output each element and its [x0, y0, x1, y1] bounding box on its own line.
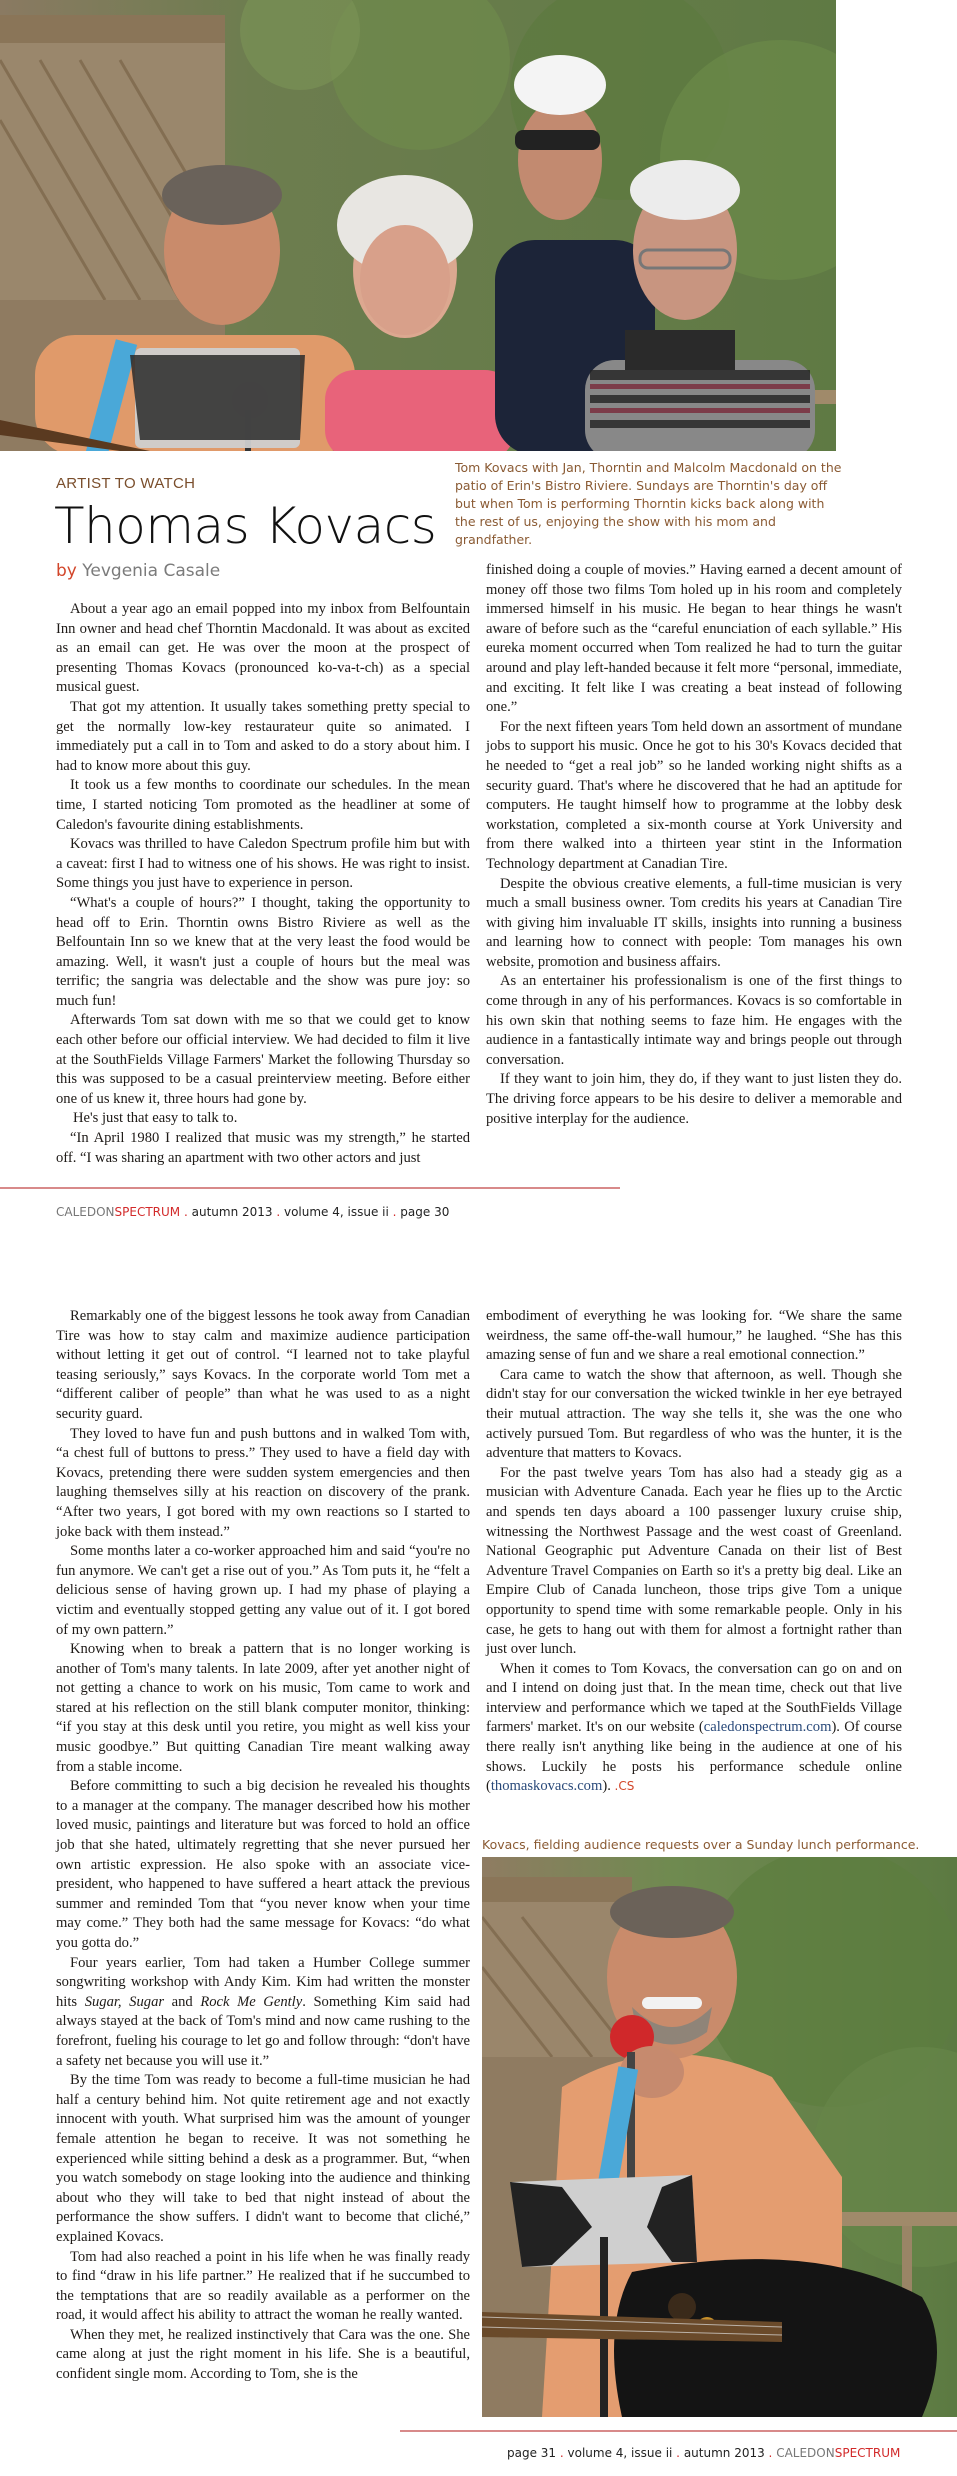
paragraph: That got my attention. It usually takes something pretty special to get the normally low-key restaurateur quite so animated. I immediately put a call in to Tom and asked to do a story about him. I had to know more about this guy. — [56, 698, 470, 774]
song-title: Sugar, Sugar — [84, 1993, 165, 2010]
separator: . — [272, 1205, 284, 1219]
page-footer-left — [56, 1205, 449, 1219]
paragraph: Knowing when to break a pattern that is no longer working is another of Tom's many talents. In late 2009, after yet another night of not getting a chance to work on his music, Tom came to work and stared at his reflection on the still blank computer monitor, thinking: “if you stay at this desk until you retire, you might as well kiss your music goodbye.” But quitting Canadian Tire meant walking away from a stable income. — [56, 1641, 470, 1775]
paragraph: Before committing to such a big decision he revealed his thoughts to a manager at the company. The manager described how his mother loved music, paintings and literature but was forced to hold an office job that she hated, ultimately regretting that she never pursued her own artistic expression. He also spoke with an associate vice-president, who happened to have suffered a heart attack the previous summer and reminded Tom that “you never know when your time may come.” They both had the same message for Kovacs: “do what you gotta do.” — [56, 1778, 470, 1951]
section-label: ARTIST TO WATCH — [56, 475, 196, 492]
paragraph: When they met, he realized instinctively that Cara was the one. She came along at just the right moment in his life. She is a beautiful, confident single mom. According to Tom, she is the — [56, 2326, 470, 2383]
performance-photo-image — [482, 1857, 957, 2417]
paragraph: As an entertainer his professionalism is one of the first things to come through in any of his performances. Kovacs is so comfortable in his own skin that nothing seems to faze him. He engages with the audience in a fantastically intimate way and brings people out through conversation. — [486, 973, 902, 1068]
paragraph: Some months later a co-worker approached him and said “you're no fun anymore. We can't get a rise out of you.” As Tom puts it, he “felt a delicious sense of having grown up. I had my phase of playing a victim and eventually stopped getting any value out of it. I got bored of my own pattern.” — [56, 1543, 470, 1638]
paragraph: It took us a few months to coordinate our schedules. In the mean time, I started noticing Tom promoted as the headliner at some of Caledon's favourite dining establishments. — [56, 777, 470, 833]
issue-volume: volume 4, issue ii — [283, 1205, 389, 1219]
paragraph: Afterwards Tom sat down with me so that we could get to know each other before our official interview. We had decided to film it live at the SouthFields Village Farmers' Market the following Thursday so this was supposed to be a casual preinterview meeting. Before either one of us knew it, three hours had gone by. — [56, 1012, 470, 1107]
magazine-brand-spectrum: SPECTRUM — [834, 2446, 901, 2460]
magazine-brand-spectrum: SPECTRUM — [114, 1205, 181, 1219]
author-name: Yevgenia Casale — [82, 561, 221, 581]
text: When it comes to Tom Kovacs, the conversation can go on and on and I intend on doing just that. In the mean time, check out that live interview and performance which we taped at the SouthFields Village farmers' market. It's on our website ( — [486, 1660, 902, 1736]
page-number: page 30 — [400, 1205, 450, 1219]
text: and — [164, 1993, 201, 2010]
paragraph — [56, 1954, 470, 2072]
song-title: Rock Me Gently — [200, 1993, 303, 2010]
paragraph — [486, 1660, 902, 1797]
paragraph: For the past twelve years Tom has also had a steady gig as a musician with Adventure Canada. Each year he flies up to the Arctic and spends ten days aboard a 100 passenger luxury cruise ship, witnessing the Northwest Passage and the west coast of Greenland. National Geographic put Adventure Canada on their list of Best Adventure Travel Companies on Earth so it's a pretty big deal. Like an Empire Club of Canada luncheon, those trips give Tom a unique opportunity to spend time with some remarkable people. Only in his case, he gets to hang out with them for almost a fortnight rather than just over lunch. — [486, 1464, 902, 1658]
footer-divider — [0, 1187, 620, 1189]
performance-photo — [482, 1857, 957, 2417]
paragraph: He's just that easy to talk to. — [73, 1110, 238, 1127]
page-title: Thomas Kovacs — [54, 497, 437, 555]
text: Four years earlier, Tom had taken a Humber College summer songwriting workshop with Andy Kim. Kim had written the monster hits — [56, 1954, 470, 2010]
page-footer-right — [507, 2446, 900, 2460]
group-photo — [0, 0, 836, 451]
separator: . — [180, 1205, 192, 1219]
paragraph: Cara came to watch the show that afternoon, as well. Though she didn't stay for our conversation the wicked twinkle in her eye betrayed their mutual attraction. The way she tells it, she was the one who actively pursued Tom. But regardless of who was the hunter, it is the adventure that matters to Kovacs. — [486, 1366, 902, 1462]
text: . Something Kim said had always stayed at the back of Tom's mind and now came rushing to the forefront, fueling his courage to let go and follow through: “don't have a safety net because you will use it.” — [56, 1993, 470, 2069]
separator: . — [388, 1205, 401, 1219]
paragraph: embodiment of everything he was looking for. “We share the same weirdness, the same off-the-wall humour,” he laughed. “She has this amazing sense of fun and we share a real emotional connection.” — [486, 1308, 902, 1364]
caledonspectrum-link[interactable]: caledonspectrum.com — [703, 1719, 832, 1736]
photo-caption: Tom Kovacs with Jan, Thorntin and Malcolm Macdonald on the patio of Erin's Bistro Riviere. Sundays are Thorntin's day off but when Tom is performing Thorntin kicks back along with the rest of us, enjoying the show with his mom and grandfather. — [455, 460, 842, 547]
article-column-left-page2 — [56, 1307, 470, 2385]
article-column-left — [56, 600, 470, 1168]
photo-caption-page2: Kovacs, fielding audience requests over a Sunday lunch performance. — [482, 1837, 920, 1852]
magazine-brand-caledon: CALEDON — [776, 2446, 835, 2460]
article-column-right-page2 — [486, 1307, 902, 1797]
thomaskovacs-link[interactable]: thomaskovacs.com — [490, 1778, 603, 1795]
paragraph: Kovacs was thrilled to have Caledon Spectrum profile him but with a caveat: first I had to witness one of his shows. He was right to insist. Some things you just have to experience in person. — [56, 836, 470, 892]
signoff-mark: .CS — [614, 1779, 635, 1794]
paragraph: Remarkably one of the biggest lessons he took away from Canadian Tire was how to stay calm and maximize audience participation without letting it get out of control. “I learned not to take playful teasing seriously,” says Kovacs. In the corporate world Tom met a “different caliber of people” than what he was used to as a night security guard. — [56, 1308, 470, 1422]
text: ). Of course there really isn't anything like being in the audience at one of his shows. Luckily he posts his performance schedule online ( — [486, 1719, 902, 1795]
issue-volume: volume 4, issue ii — [567, 2446, 673, 2460]
byline-prefix: by — [56, 561, 77, 581]
separator: . — [672, 2446, 684, 2460]
paragraph: Despite the obvious creative elements, a full-time musician is very much a small business owner. Tom credits his years at Canadian Tire with giving him invaluable IT skills, insights into running a business and learning how to connect with people: Tom manages his own website, promotion and business affairs. — [486, 875, 902, 970]
group-photo-image — [0, 0, 836, 451]
article-column-right — [486, 561, 902, 1129]
issue-season: autumn 2013 — [683, 2446, 765, 2460]
magazine-brand-caledon: CALEDON — [56, 1205, 115, 1219]
paragraph: finished doing a couple of movies.” Having earned a decent amount of money off those two films Tom holed up in his room and completely immersed himself in his music. He began to hear things he wasn't aware of before such as the “careful enunciation of each syllable.” His eureka moment occurred when Tom realized he had to turn the guitar around and play left-handed because it felt more “personal, immediate, and exciting. It felt like I was creating a beat instead of following one.” — [486, 562, 902, 716]
paragraph: “What's a couple of hours?” I thought, taking the opportunity to head off to Erin. Thorntin owns Bistro Riviere as well as the Belfountain Inn so we knew that at the very least the food would be amazing. Well, it wasn't just a couple of hours but the meal was terrific; the sangria was delectable and the show was pure joy: so much fun! — [56, 894, 470, 1009]
paragraph: By the time Tom was ready to become a full-time musician he had half a century behind him. Not quite retirement age and not exactly innocent with youth. What surprised him was the amount of younger female attention he began to receive. It was not something he experienced while sitting behind a desk as a programmer. But, “when you watch somebody on stage looking into the audience and thinking about who they will take to bed that night instead of about the performance the show suffers. I didn't want to become that cliché,” explained Kovacs. — [56, 2072, 470, 2245]
text: ). — [602, 1778, 615, 1795]
issue-season: autumn 2013 — [191, 1205, 273, 1219]
paragraph: For the next fifteen years Tom held down an assortment of mundane jobs to support his music. Once he got to his 30's Kovacs decided that he needed to “get a real job” so he landed working night shifts as a security guard. That's where he discovered that he had an aptitude for computers. He taught himself how to programme at the lobby desk workstation, completed a six-month course at York University and from there walked into a thirteen year stint in the Information Technology department at Canadian Tire. — [486, 718, 902, 872]
paragraph: “In April 1980 I realized that music was my strength,” he started off. “I was sharing an apartment with two other actors and just — [56, 1130, 470, 1166]
separator: . — [764, 2446, 777, 2460]
separator: . — [556, 2446, 568, 2460]
paragraph: Tom had also reached a point in his life when he was finally ready to find “draw in his life partner.” He realized that if he succumbed to the temptations that are so readily available as a performer on the road, it would affect his ability to attract the woman he really wanted. — [56, 2248, 470, 2324]
paragraph: They loved to have fun and push buttons and in walked Tom with, “a chest full of buttons to press.” They used to have a field day with Kovacs, pretending there were sudden system emergencies and then laughing themselves silly at his reaction on discovery of the prank. “After two years, I got bored with my own reactions so I started to joke back with them instead.” — [56, 1425, 470, 1540]
paragraph: If they want to join him, they do, if they want to just listen they do. The driving force appears to be his desire to deliver a memorable and positive interplay for the audience. — [486, 1071, 902, 1127]
footer-divider-page2 — [400, 2430, 957, 2432]
page-number: page 31 — [507, 2446, 557, 2460]
paragraph: About a year ago an email popped into my inbox from Belfountain Inn owner and head chef Thorntin Macdonald. It was about as excited as an email can get. He was over the moon at the prospect of presenting Thomas Kovacs (pronounced ko-va-t-ch) as a special musical guest. — [56, 601, 470, 696]
byline — [56, 561, 220, 581]
